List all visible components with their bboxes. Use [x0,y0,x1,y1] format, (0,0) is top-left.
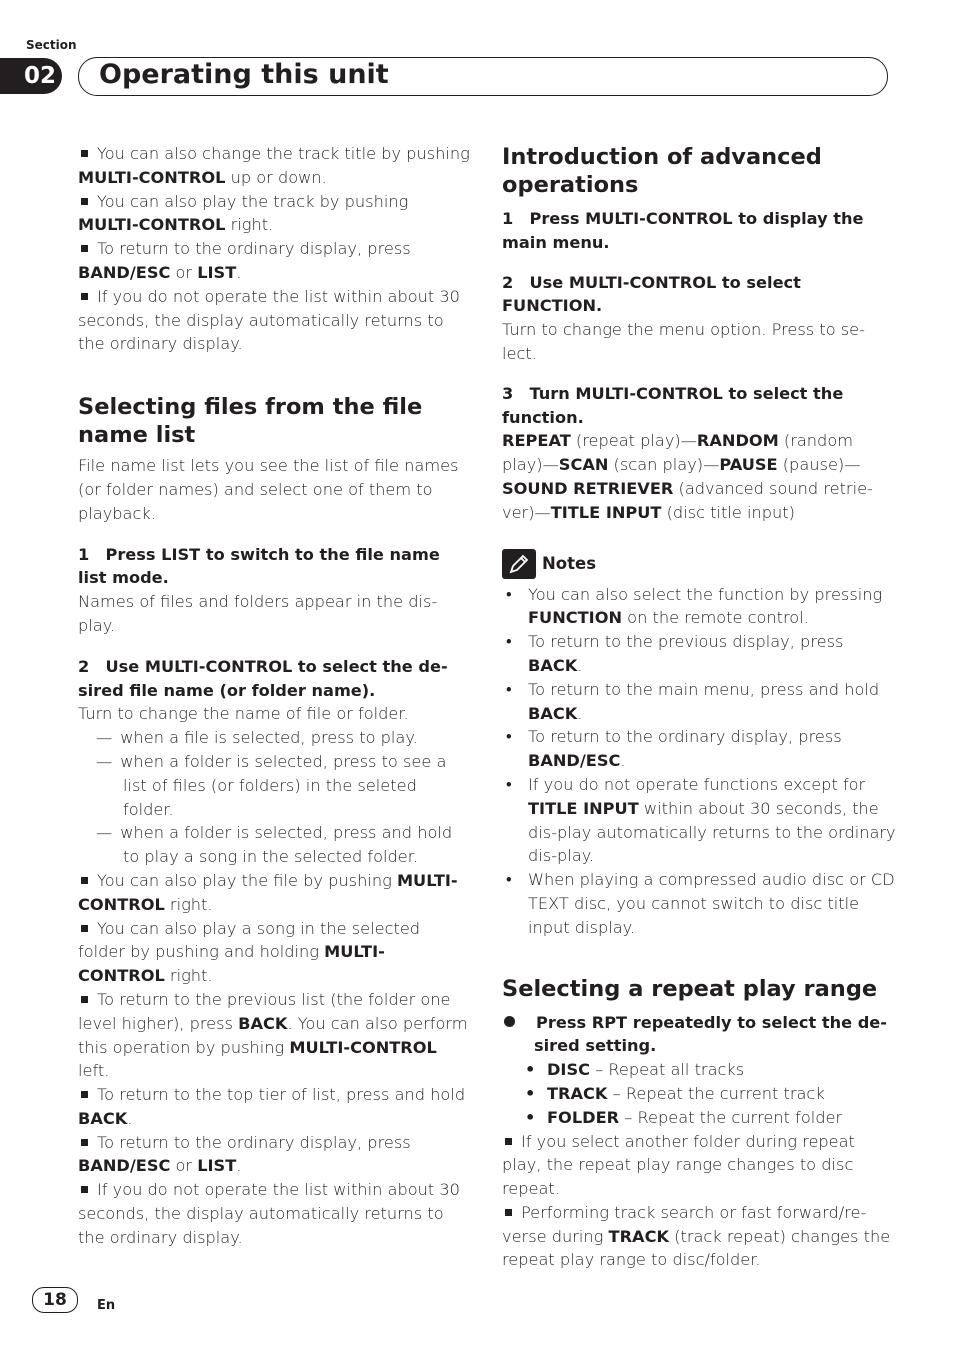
notes-label: Notes [542,553,597,573]
left-bottom-bullets [78,869,470,1250]
item-text: To return to the previous list (the folder one level higher), press [78,989,451,1033]
section-number-badge: 02 [0,58,62,94]
item-text: up or down. [225,167,327,187]
item-bold: TRACK [547,1083,608,1103]
files-heading: Selecting files from the file name list [78,394,423,449]
intro-step-2-text: Turn to change the menu option. Press to se-lect. [502,320,865,363]
list-item [78,142,470,190]
item-text: – Repeat all tracks [590,1060,745,1080]
bullet-icon: • [506,584,512,604]
function-desc: (scan play)— [608,455,720,475]
dash-list [78,726,470,869]
list-item [502,630,898,678]
function-desc: (random play)— [502,431,854,475]
item-text: If you do not operate the list within about 30 seconds, the display automatically returns to the ordinary display. [78,1180,460,1247]
item-text: To return to the ordinary display, press [97,1132,411,1152]
intro-heading: Introduction of advanced operations [502,144,822,198]
item-text: If you select another folder during repeat play, the repeat play range changes to disc repeat. [502,1131,855,1199]
repeat-step-text: Press RPT repeatedly to select the de-sired setting. [534,1012,887,1056]
function-list [502,429,898,524]
item-bold: TRACK [608,1226,670,1246]
item-bold: MULTI-CONTROL [78,167,226,187]
title-frame [78,57,888,96]
files-step-2: 2 Use MULTI-CONTROL to select the de-sired file name (or folder name). [78,656,448,700]
item-bold: MULTI-CONTROL [78,870,458,914]
item-text: When playing a compressed audio disc or CD TEXT disc, you cannot switch to disc title input display. [528,870,895,937]
bullet-icon: • [506,774,512,794]
list-item [502,1130,898,1201]
list-item [78,1178,470,1249]
repeat-heading: Selecting a repeat play range [502,975,878,1002]
list-item [78,869,470,917]
item-text: left. [78,1061,110,1081]
item-bold: LIST [197,262,237,282]
list-item [502,1082,898,1106]
files-step-1-text: Names of files and folders appear in the dis-play. [78,592,438,635]
function-name: REPEAT [502,431,571,451]
notes-list [502,583,898,940]
function-desc: (repeat play)— [570,431,697,451]
item-bold: DISC [547,1060,590,1080]
item-text: or [170,262,198,282]
item-bold: MULTI-CONTROL [78,215,226,235]
function-name: PAUSE [719,455,778,475]
item-bold: BAND/ESC [78,262,171,282]
item-bold: TITLE INPUT [528,798,639,818]
item-text: To return to the ordinary display, press [528,727,842,747]
list-item [78,988,470,1083]
item-text: You can also select the function by pressing [528,584,883,604]
item-text: — when a folder is selected, press and hold to play a song in the selected folder. [96,823,453,867]
list-item [78,190,470,238]
item-text: To return to the previous display, press [528,632,844,652]
item-text: To return to the top tier of list, press and hold [97,1085,466,1105]
item-bold: MULTI-CONTROL [289,1037,437,1057]
right-column [502,142,898,1272]
item-text: . [620,751,626,771]
list-item [502,1201,898,1272]
repeat-step [502,1011,898,1059]
files-step-1: 1 Press LIST to switch to the file name list mode. [78,544,440,588]
bullet-icon: • [506,632,512,652]
item-text: – Repeat the current folder [619,1107,843,1127]
bullet-icon: • [506,679,512,699]
bullet-icon: • [525,1083,536,1103]
bullet-icon: • [525,1107,536,1127]
item-text: or [170,1156,198,1176]
list-item [502,583,898,631]
item-bold: FUNCTION [528,608,623,628]
item-bold: LIST [197,1156,237,1176]
list-item [502,678,898,726]
item-bold: BAND/ESC [528,751,621,771]
files-intro: File name list lets you see the list of file names (or folder names) and select one of them to playback. [78,456,459,523]
item-text: – Repeat the current track [607,1083,825,1103]
list-item [78,237,470,285]
list-item [502,725,898,773]
item-bold: BAND/ESC [78,1156,171,1176]
list-item [78,1083,470,1131]
item-text: You can also change the track title by pushing [97,144,470,163]
function-desc: (pause)— [777,455,861,475]
item-text: Performing track search or fast forward/re-verse during [502,1202,867,1246]
function-desc: (advanced sound retrie-ver)— [502,478,873,522]
step-bullet-icon [504,1016,515,1027]
item-bold: BACK [78,1108,128,1128]
item-text: within about 30 seconds, the dis-play automatically returns to the ordinary dis-play. [528,798,896,866]
item-text: You can also play the file by pushing [97,870,397,890]
left-column [78,142,470,1250]
list-item [502,1058,898,1082]
item-text: You can also play a song in the selected folder by pushing and holding [78,918,421,962]
item-text: right. [164,966,213,986]
left-top-bullets [78,142,470,356]
item-bold: MULTI-CONTROL [78,942,385,986]
section-label: Section [26,38,77,52]
page-title: Operating this unit [99,59,389,90]
item-bold: BACK [528,703,578,723]
item-text: . [577,655,583,675]
repeat-bullets [502,1130,898,1273]
list-item [502,868,898,939]
function-name: RANDOM [696,431,779,451]
list-item [78,821,470,869]
item-text: To return to the ordinary display, press [97,239,411,259]
item-text: . [127,1108,133,1128]
function-name: SCAN [558,455,609,475]
item-text: To return to the main menu, press and hold [528,679,880,699]
intro-step-3: 3 Turn MULTI-CONTROL to select the function. [502,383,844,427]
intro-step-1: 1 Press MULTI-CONTROL to display the main menu. [502,209,864,252]
item-text: right. [164,894,213,914]
list-item [78,726,470,750]
item-text: — when a folder is selected, press to see a list of files (or folders) in the seleted folder. [96,751,447,819]
function-name: TITLE INPUT [550,502,662,522]
list-item [502,1106,898,1130]
item-text: — when a file is selected, press to play. [96,728,418,748]
list-item [78,1131,470,1179]
bullet-icon: • [525,1060,536,1080]
files-step-2-text: Turn to change the name of file or folder. [78,704,409,724]
item-bold: BACK [238,1013,288,1033]
item-bold: BACK [528,655,578,675]
item-text: (track repeat) changes the repeat play range to disc/folder. [502,1226,891,1270]
item-text: . You can also perform this operation by pushing [78,1013,468,1057]
intro-step-2: 2 Use MULTI-CONTROL to select FUNCTION. [502,272,801,316]
list-item [78,917,470,988]
list-item [78,750,470,821]
item-text: If you do not operate functions except for [528,774,866,794]
item-text: right. [225,215,274,235]
settings-list [502,1058,898,1129]
item-text: . [577,703,583,723]
list-item [78,285,470,356]
item-text: If you do not operate the list within about 30 seconds, the display automatically returns to the ordinary display. [78,286,460,354]
page-number: 18 [32,1287,78,1313]
list-item [502,773,898,868]
item-text: . [236,1156,242,1176]
item-bold: FOLDER [547,1107,620,1127]
item-text: . [236,262,242,282]
notes-header [502,549,898,579]
item-text: on the remote control. [622,608,809,628]
bullet-icon: • [506,870,512,890]
function-name: SOUND RETRIEVER [502,478,674,498]
item-text: You can also play the track by pushing [97,191,409,211]
language-label: En [97,1298,116,1313]
notes-pencil-icon [502,549,536,579]
bullet-icon: • [506,727,512,747]
function-desc: (disc title input) [661,502,795,522]
